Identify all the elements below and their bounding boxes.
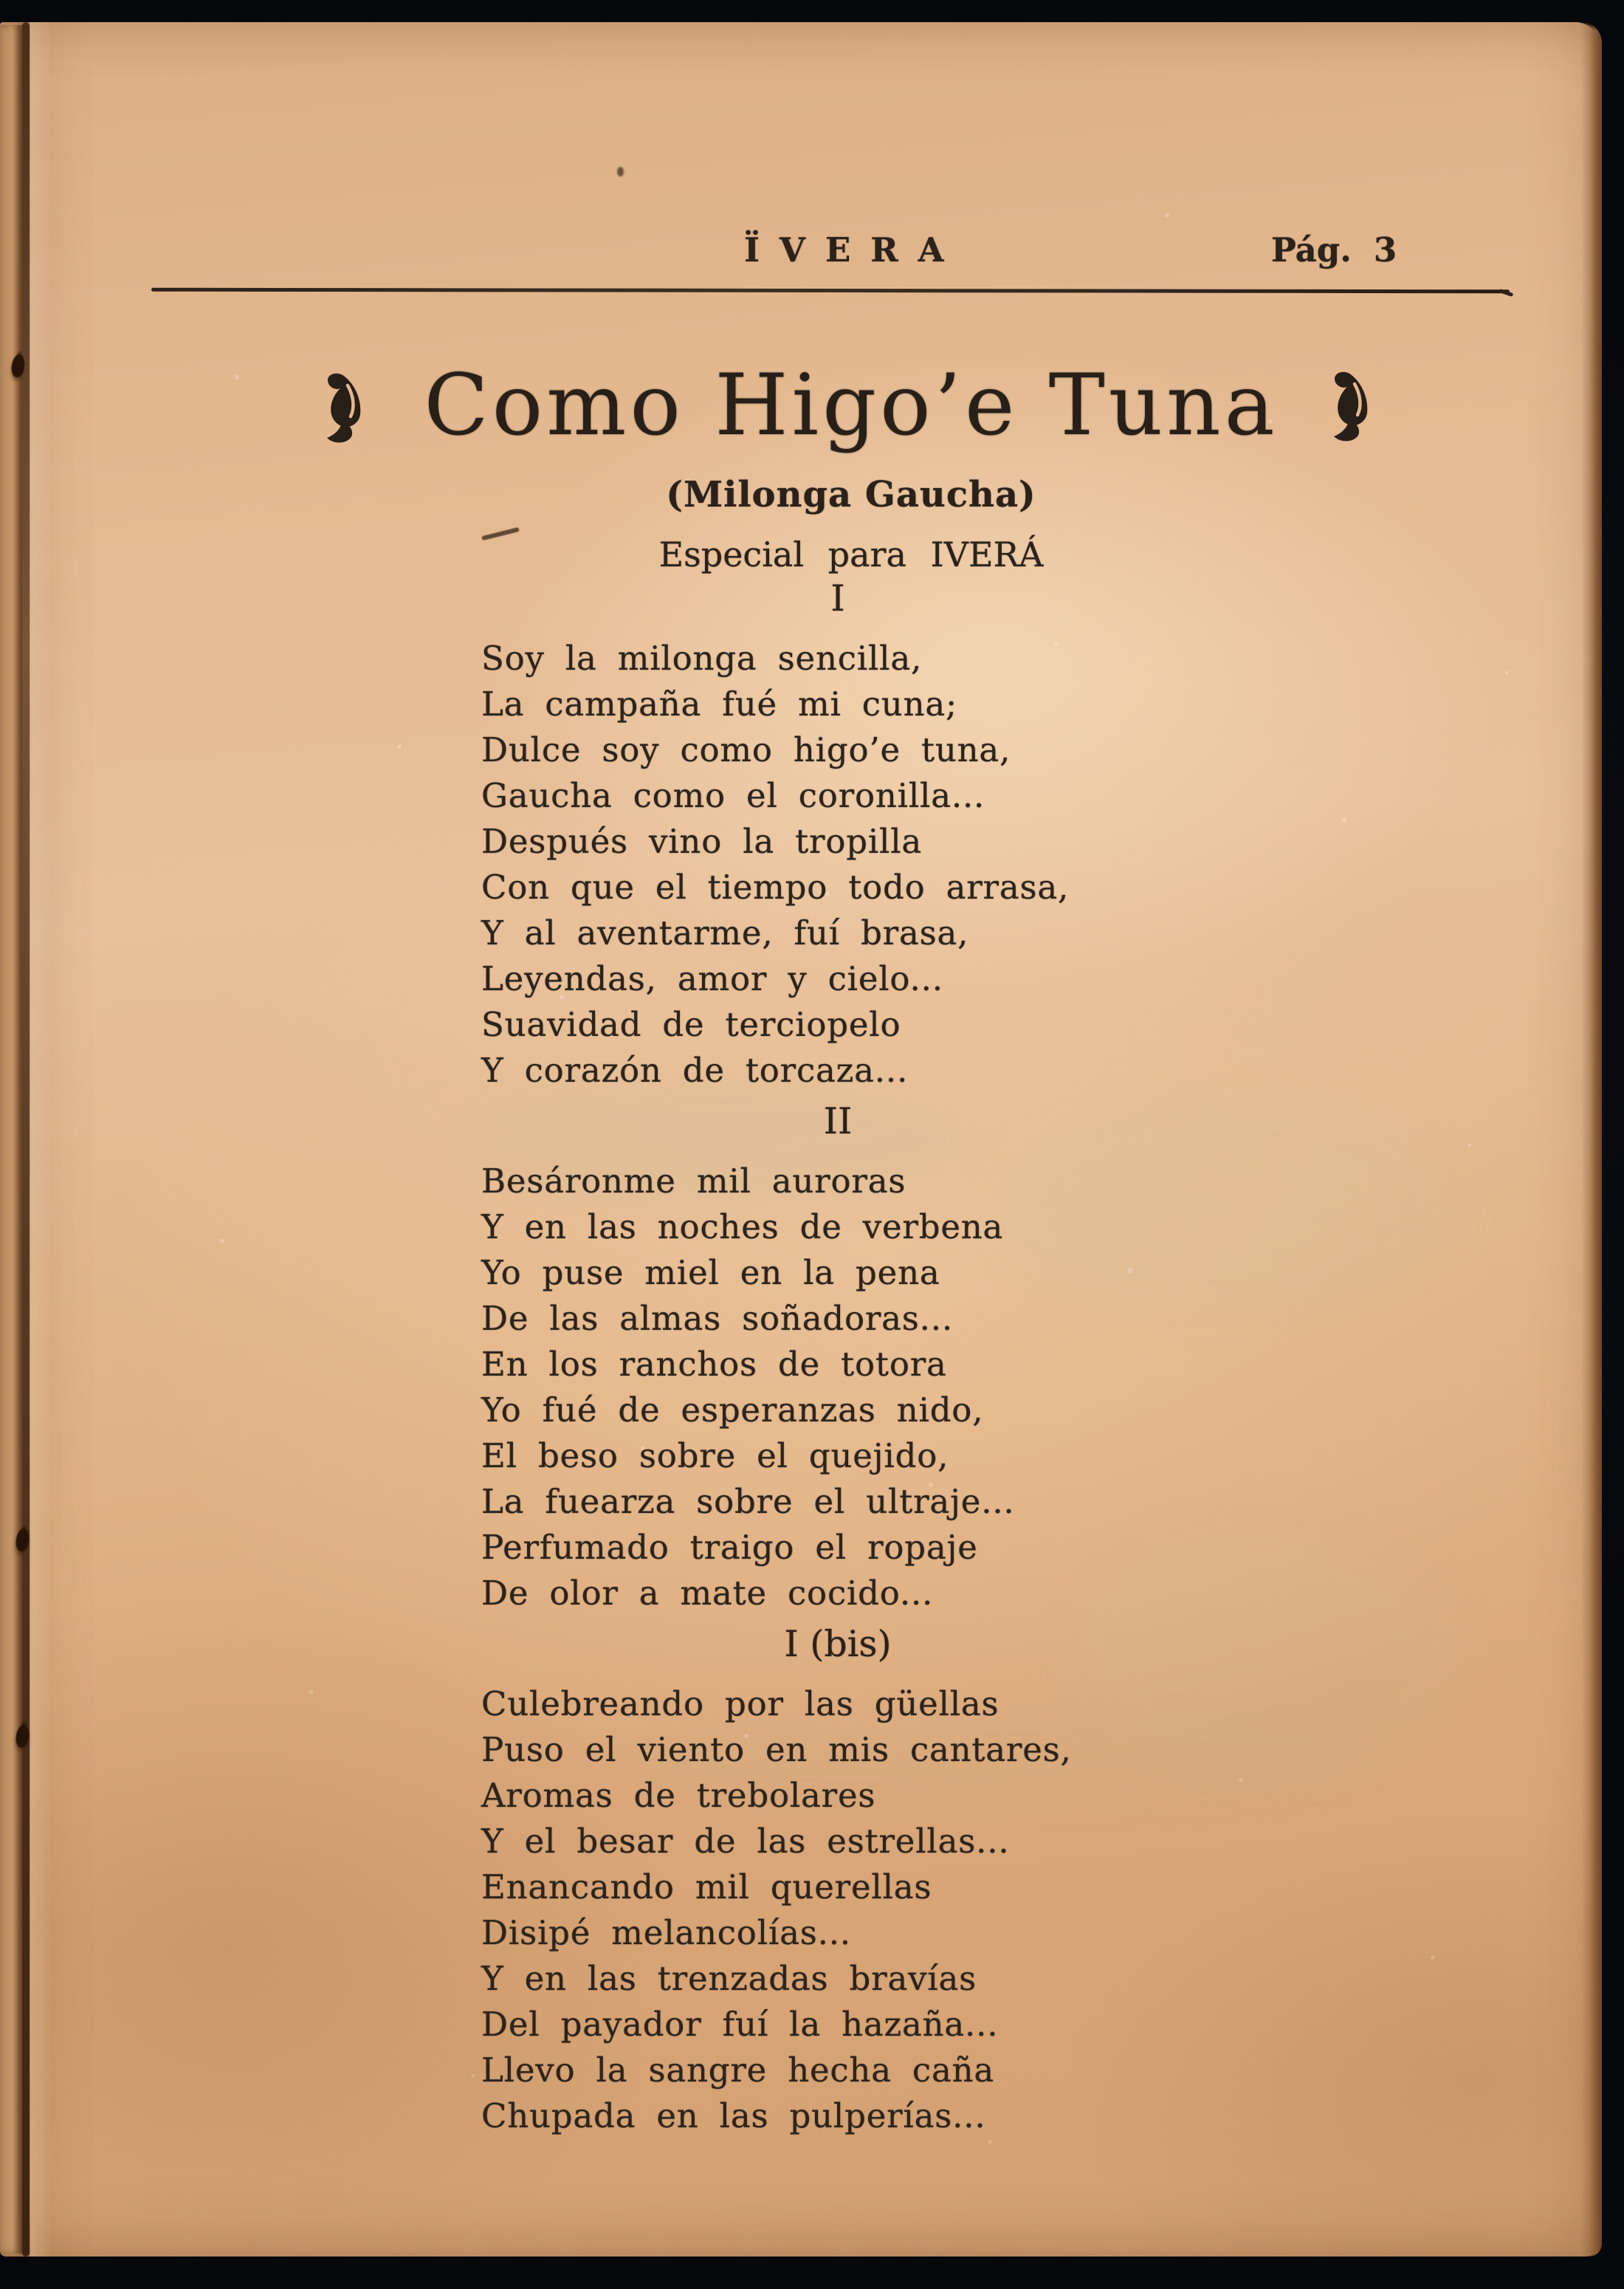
stanza-i-bis- xyxy=(0,1623,1602,2139)
verse-line: En los ranchos de totora xyxy=(481,1345,947,1384)
stanza-number: II xyxy=(823,1100,853,1142)
page-number-label: Pág. xyxy=(1271,230,1352,270)
song-title: Como Higo’e Tuna xyxy=(424,356,1279,454)
stanza-lines xyxy=(0,1159,1602,1616)
verse-line: Aromas de trebolares xyxy=(481,1776,876,1815)
stanza-lines xyxy=(0,636,1602,1094)
verse-line: Llevo la sangre hecha caña xyxy=(481,2051,994,2090)
verse-line: La fuearza sobre el ultraje... xyxy=(481,1482,1015,1521)
verse-line: Chupada en las pulperías... xyxy=(481,2096,986,2135)
verse-line: Y al aventarme, fuí brasa, xyxy=(481,913,969,953)
stanza-number: I (bis) xyxy=(784,1623,892,1665)
stanza-lines xyxy=(0,1681,1602,2139)
verse-line: Y el besar de las estrellas... xyxy=(481,1822,1010,1861)
dedication: Especial para IVERÁ xyxy=(658,535,1044,574)
verse-line: Culebreando por las güellas xyxy=(481,1684,999,1723)
book-page xyxy=(0,22,1602,2257)
stanza-i xyxy=(0,577,1602,1094)
verse-line: El beso sobre el quejido, xyxy=(481,1436,949,1475)
verse-line: Dulce soy como higo’e tuna, xyxy=(481,730,1011,769)
page-number-value: 3 xyxy=(1373,230,1397,270)
verse-line: Con que el tiempo todo arrasa, xyxy=(481,868,1070,907)
verse-line: Puso el viento en mis cantares, xyxy=(481,1730,1072,1769)
verse-line: Suavidad de terciopelo xyxy=(481,1005,901,1044)
verse-line: Disipé melancolías... xyxy=(481,1913,851,1952)
song-subtitle: (Milonga Gaucha) xyxy=(666,474,1036,515)
verse-line: Del payador fuí la hazaña... xyxy=(481,2005,999,2044)
verse-line: Yo puse miel en la pena xyxy=(481,1253,940,1292)
verse-line: Y corazón de torcaza... xyxy=(481,1051,909,1090)
verse-line: Leyendas, amor y cielo... xyxy=(481,959,943,998)
verse-line: De olor a mate cocido... xyxy=(481,1574,934,1613)
journal-title: ÏVERA xyxy=(744,230,964,270)
verse-line: La campaña fué mi cuna; xyxy=(481,684,957,724)
verse-line: Y en las trenzadas bravías xyxy=(481,1959,977,1998)
verse-line: Y en las noches de verbena xyxy=(481,1207,1004,1246)
verse-line: De las almas soñadoras... xyxy=(481,1299,953,1338)
verse-line: Gaucha como el coronilla... xyxy=(481,776,985,815)
verse-line: Soy la milonga sencilla, xyxy=(481,639,923,678)
verse-line: Yo fué de esperanzas nido, xyxy=(481,1390,984,1430)
verse-line: Después vino la tropilla xyxy=(481,822,923,861)
verse-line: Perfumado traigo el ropaje xyxy=(481,1528,978,1567)
verse-line: Enancando mil querellas xyxy=(481,1867,932,1907)
stanza-list xyxy=(0,22,1602,2257)
stanza-ii xyxy=(0,1100,1602,1616)
verse-line: Besáronme mil auroras xyxy=(481,1161,906,1201)
stanza-number: I xyxy=(830,577,845,620)
